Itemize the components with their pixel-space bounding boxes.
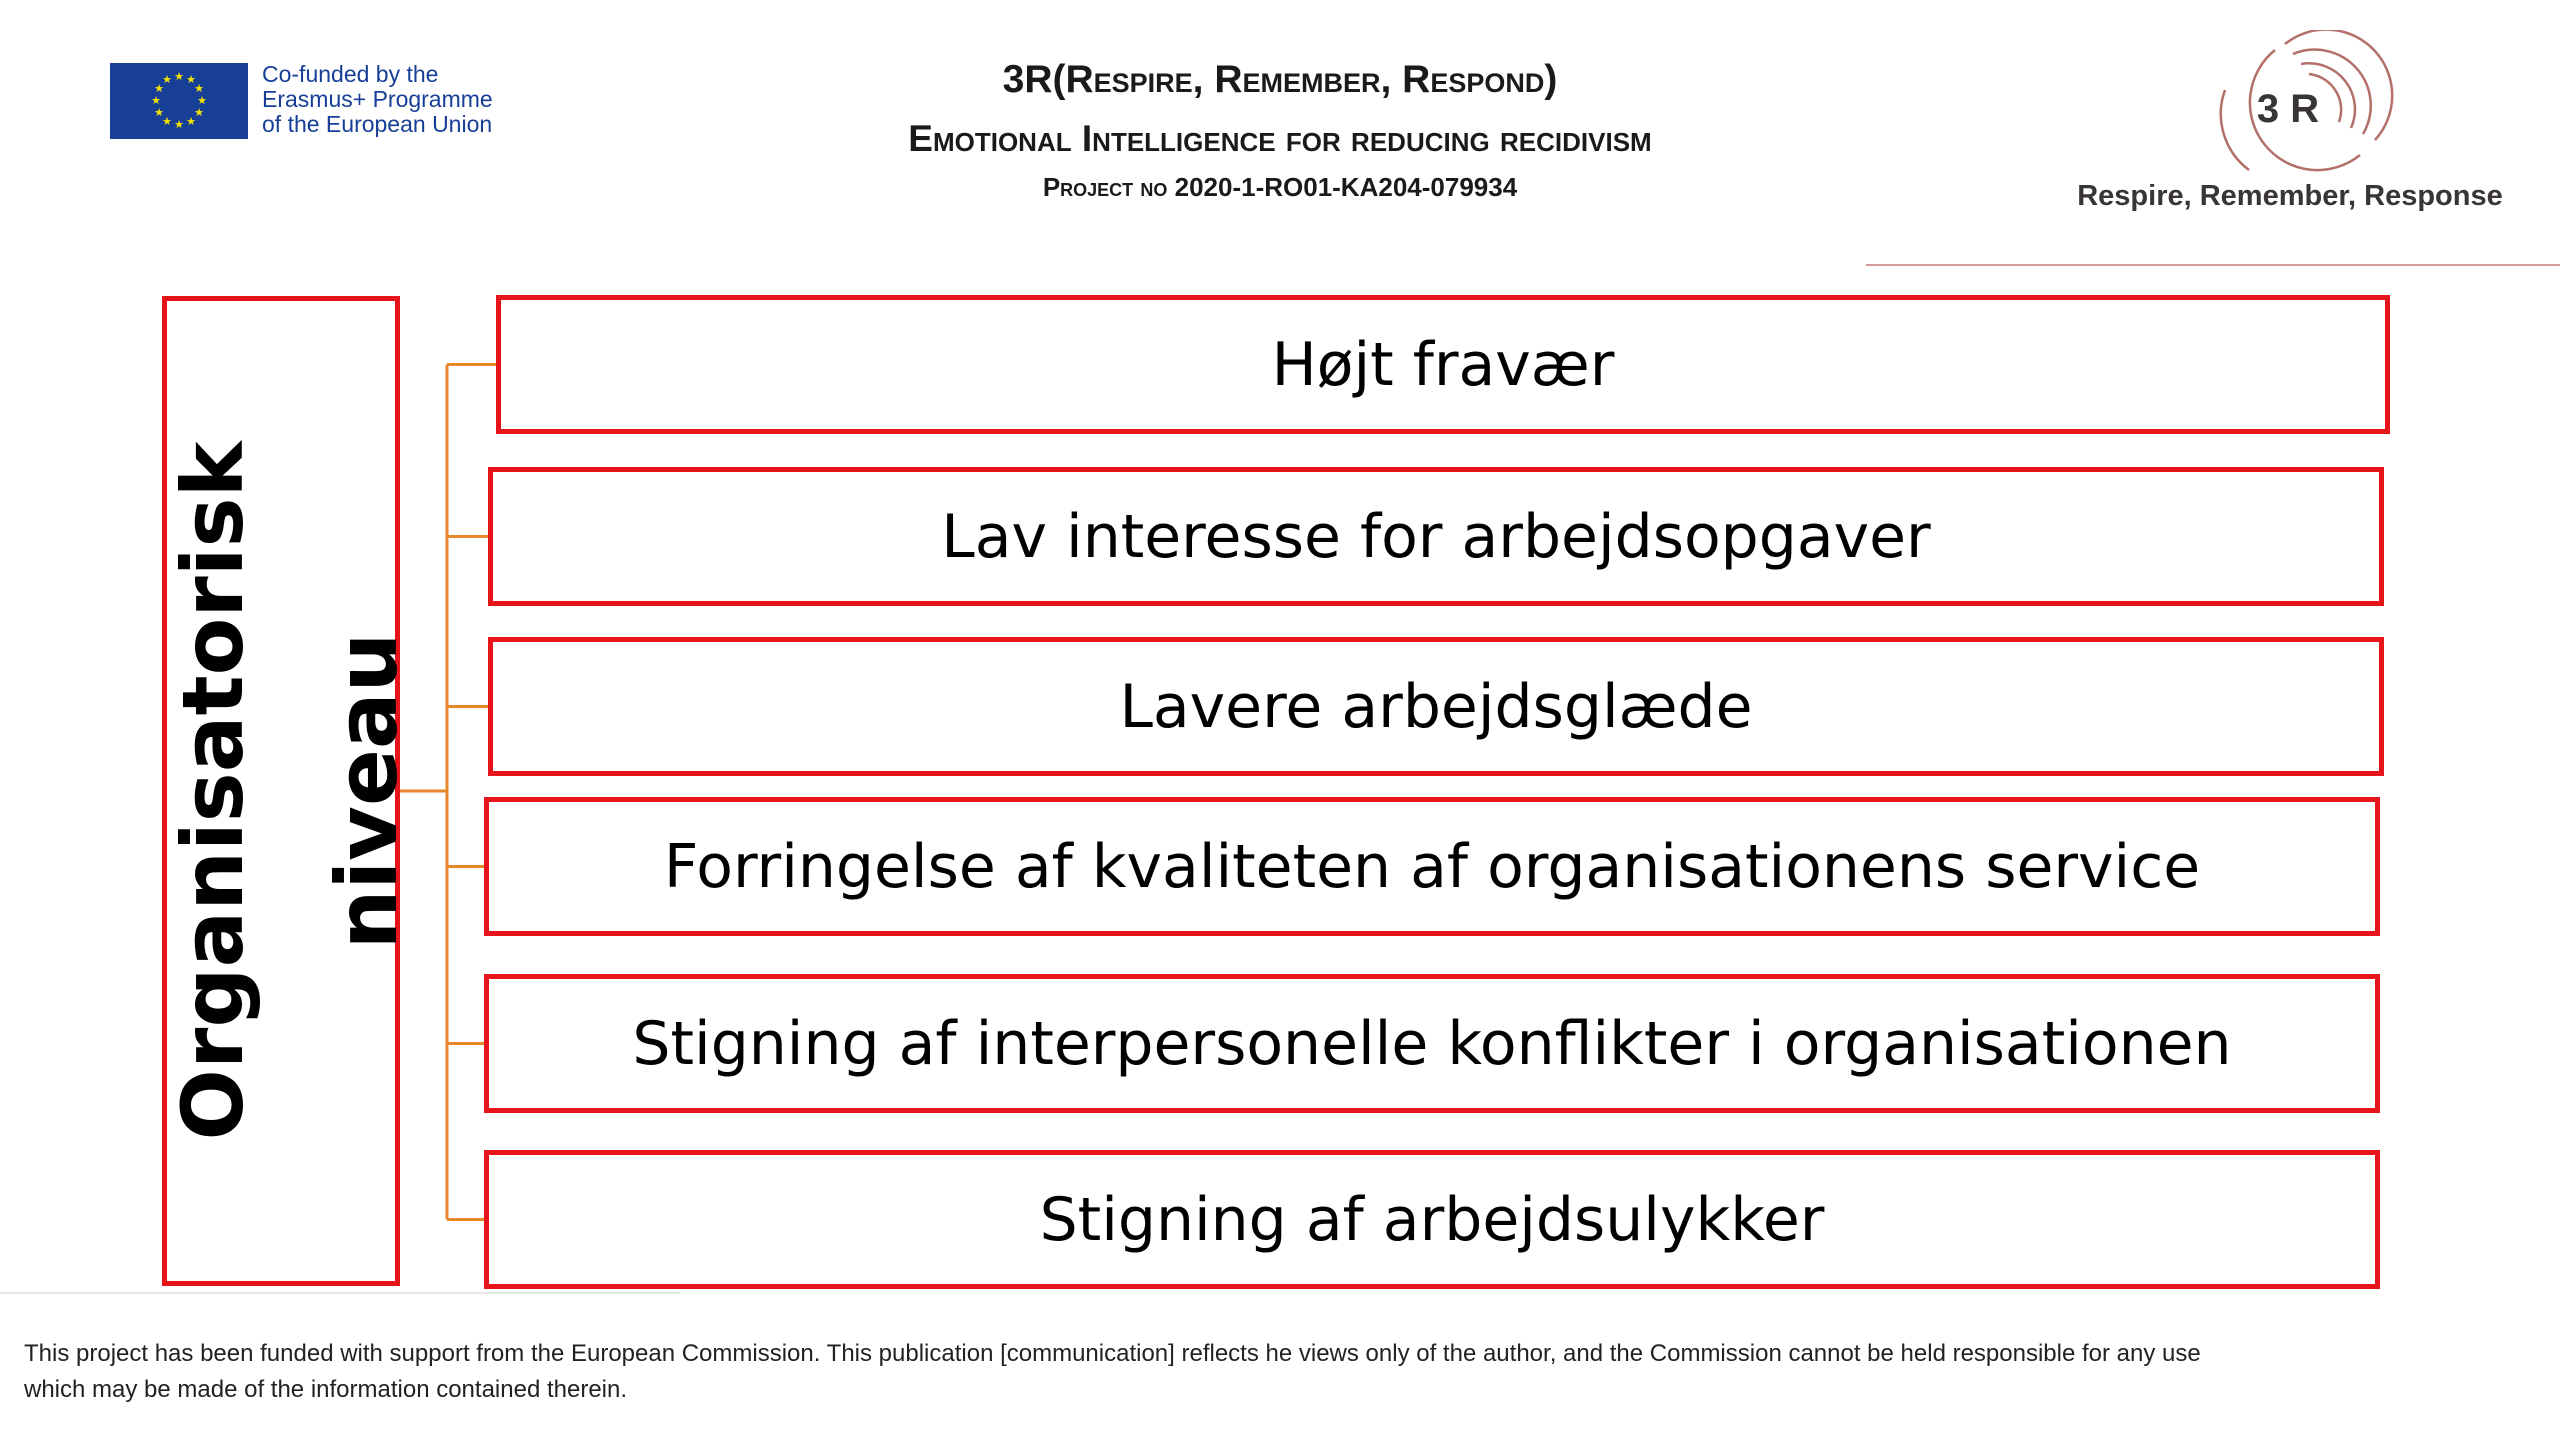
category-label-line-1: Organisatorisk — [164, 441, 262, 1141]
category-label-line-2: niveau — [318, 632, 416, 950]
item-box — [484, 1150, 2380, 1289]
item-text: Højt fravær — [1271, 329, 1615, 400]
item-box — [484, 797, 2380, 936]
svg-text:★: ★ — [194, 106, 204, 119]
eu-text-line-2: Erasmus+ Programme — [262, 86, 493, 112]
svg-text:★: ★ — [154, 82, 164, 95]
disclaimer-line-2: which may be made of the information contained therein. — [24, 1376, 628, 1403]
svg-text:★: ★ — [162, 73, 172, 86]
project-number: Project no 2020-1-RO01-KA204-079934 — [1042, 172, 1518, 202]
svg-text:★: ★ — [154, 106, 164, 119]
page-subtitle: Emotional Intelligence for reducing recidivism — [908, 118, 1652, 159]
item-text: Stigning af arbejdsulykker — [1039, 1184, 1825, 1255]
item-box — [488, 467, 2384, 606]
svg-text:★: ★ — [174, 70, 184, 83]
item-box — [496, 295, 2390, 434]
svg-text:★: ★ — [186, 115, 196, 128]
brand-caption: Respire, Remember, Response — [2077, 180, 2503, 212]
logo-mark: 3 R — [2256, 87, 2320, 131]
svg-text:★: ★ — [174, 118, 184, 131]
eu-text-line-3: of the European Union — [262, 111, 493, 137]
bottom-divider — [0, 1292, 680, 1294]
item-box — [488, 637, 2384, 776]
header-divider — [1866, 264, 2560, 266]
item-text: Forringelse af kvaliteten af organisationens service — [663, 831, 2201, 902]
item-box — [484, 974, 2380, 1113]
funding-disclaimer — [24, 1336, 2534, 1408]
item-text: Stigning af interpersonelle konflikter i organisationen — [632, 1008, 2232, 1079]
eu-text-line-1: Co-funded by the — [262, 61, 439, 87]
rings-icon — [2185, 30, 2405, 190]
item-text: Lav interesse for arbejdsopgaver — [941, 501, 1931, 572]
svg-text:★: ★ — [151, 94, 161, 107]
disclaimer-line-1: This project has been funded with support from the European Commission. This publication [communication] reflects he views only of the author, and the Commission cannot be held responsible for any use — [24, 1340, 2201, 1367]
svg-text:★: ★ — [194, 82, 204, 95]
page-title: 3R(Respire, Remember, Respond) — [1002, 58, 1558, 101]
svg-text:★: ★ — [186, 73, 196, 86]
brand-3r-logo — [2185, 30, 2405, 190]
item-text: Lavere arbejdsglæde — [1119, 671, 1753, 742]
svg-text:★: ★ — [162, 115, 172, 128]
svg-text:★: ★ — [197, 94, 207, 107]
